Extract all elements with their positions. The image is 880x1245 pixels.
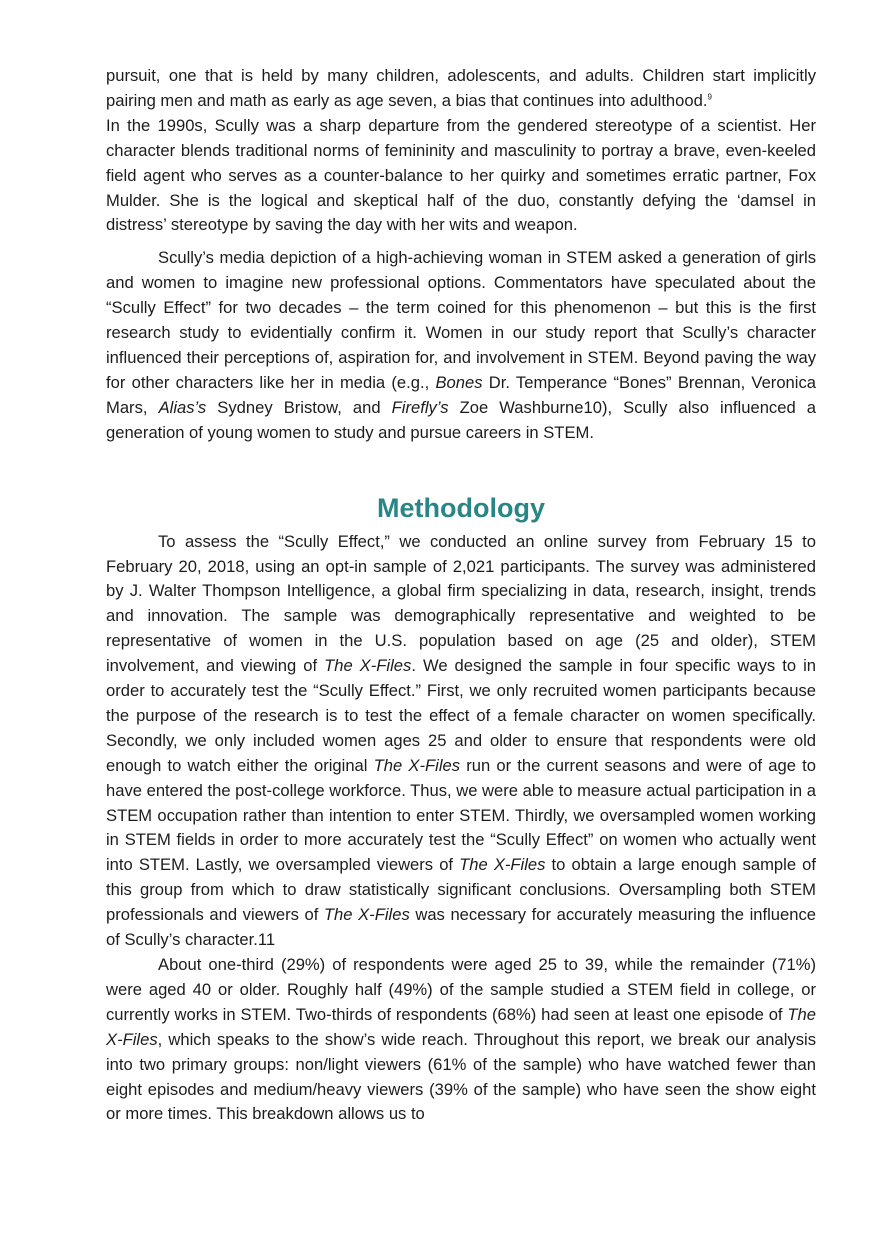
- italic-title: The X-Files: [106, 1004, 816, 1049]
- paragraph-text: to obtain a large enough sample of this group from which to draw statistically significant conclusions. Oversampling both STEM professionals and viewers of: [106, 855, 816, 925]
- italic-title: The X-Files: [323, 905, 410, 925]
- paragraph-media-depiction: [106, 246, 816, 445]
- paragraph-text: . We designed the sample in four specific ways to in order to accurately test the “Scully Effect.” First, we only recruited women participants because the purpose of the research is to test the effect of a female character on women specifically. Secondly, we only included women ages 25 and older to ensure that respondents were old enough to watch either the original: [106, 656, 816, 775]
- paragraph-text: , which speaks to the show’s wide reach. Throughout this report, we break our analysis into two primary groups: non/light viewers (61% of the sample) who have watched fewer than eight episodes and medium/heavy viewers (39% of the sample) who have seen the show eight or more times. This breakdown allows us to: [106, 1029, 816, 1124]
- paragraph-text: Zoe Washburne10), Scully also influenced a generation of young women to study and pursue careers in STEM.: [106, 397, 816, 442]
- italic-title: Firefly’s: [391, 397, 449, 417]
- paragraph-text: About one-third (29%) of respondents were aged 25 to 39, while the remainder (71%) were aged 40 or older. Roughly half (49%) of the sample studied a STEM field in college, or currently works in STEM. Two-thirds of respondents (68%) had seen at least one episode of: [106, 955, 816, 1024]
- paragraph-text: To assess the “Scully Effect,” we conducted an online survey from February 15 to February 20, 2018, using an opt-in sample of 2,021 participants. The survey was administered by J. Walter Thompson Intelligence, a global firm specializing in data, research, insight, trends and innovation. The sample was demographically representative and weighted to be representative of women in the U.S. population based on age (25 and older), STEM involvement, and viewing of: [106, 531, 816, 676]
- section-heading-methodology: Methodology: [377, 492, 545, 523]
- paragraph-text: Scully’s media depiction of a high-achieving woman in STEM asked a generation of girls and women to imagine new professional options. Commentators have speculated about the “Scully Effect” for two decades – the term coined for this phenomenon – but this is the first research study to evidentially confirm it. Women in our study report that Scully’s character influenced their perceptions of, aspiration for, and involvement in STEM. Beyond paving the way for other characters like her in media (e.g.,: [106, 248, 816, 392]
- italic-title: Bones: [435, 372, 483, 392]
- paragraph-text: Sydney Bristow, and: [206, 397, 392, 417]
- paragraph-text: pursuit, one that is held by many children, adolescents, and adults. Children start implicitly pairing men and math as early as age seven, a bias that continues into adulthood.: [106, 66, 816, 110]
- paragraph-text: Dr. Temperance “Bones” Brennan, Veronica Mars,: [106, 372, 817, 417]
- paragraph-intro-continuation: [106, 64, 816, 114]
- italic-title: Alias’s: [158, 397, 207, 417]
- italic-title: The X-Files: [373, 755, 461, 775]
- paragraph-respondent-breakdown: [106, 953, 816, 1127]
- footnote-marker: 9: [707, 92, 712, 102]
- document-page: [106, 64, 816, 1127]
- paragraph-survey-method: [106, 530, 816, 953]
- paragraph-scully-1990s: In the 1990s, Scully was a sharp departure from the gendered stereotype of a scientist. Her character blends traditional norms of femininity and masculinity to portray a brave, even-keeled field agent who serves as a counter-balance to her quirky and sometimes erratic partner, Fox Mulder. She is the logical and skeptical half of the duo, constantly defying the ‘damsel in distress’ stereotype by saving the day with her wits and weapon.: [106, 115, 816, 235]
- paragraph-text: was necessary for accurately measuring the influence of Scully’s character.11: [106, 905, 816, 950]
- paragraph-text: run or the current seasons and were of age to have entered the post-college workforce. Thus, we were able to measure actual participation in a STEM occupation rather than intention to enter STEM. Thirdly, we oversampled women working in STEM fields in order to more accurately test the “Scully Effect” on women who actually went into STEM. Lastly, we oversampled viewers of: [106, 755, 816, 875]
- italic-title: The X-Files: [459, 855, 546, 875]
- italic-title: The X-Files: [324, 656, 412, 676]
